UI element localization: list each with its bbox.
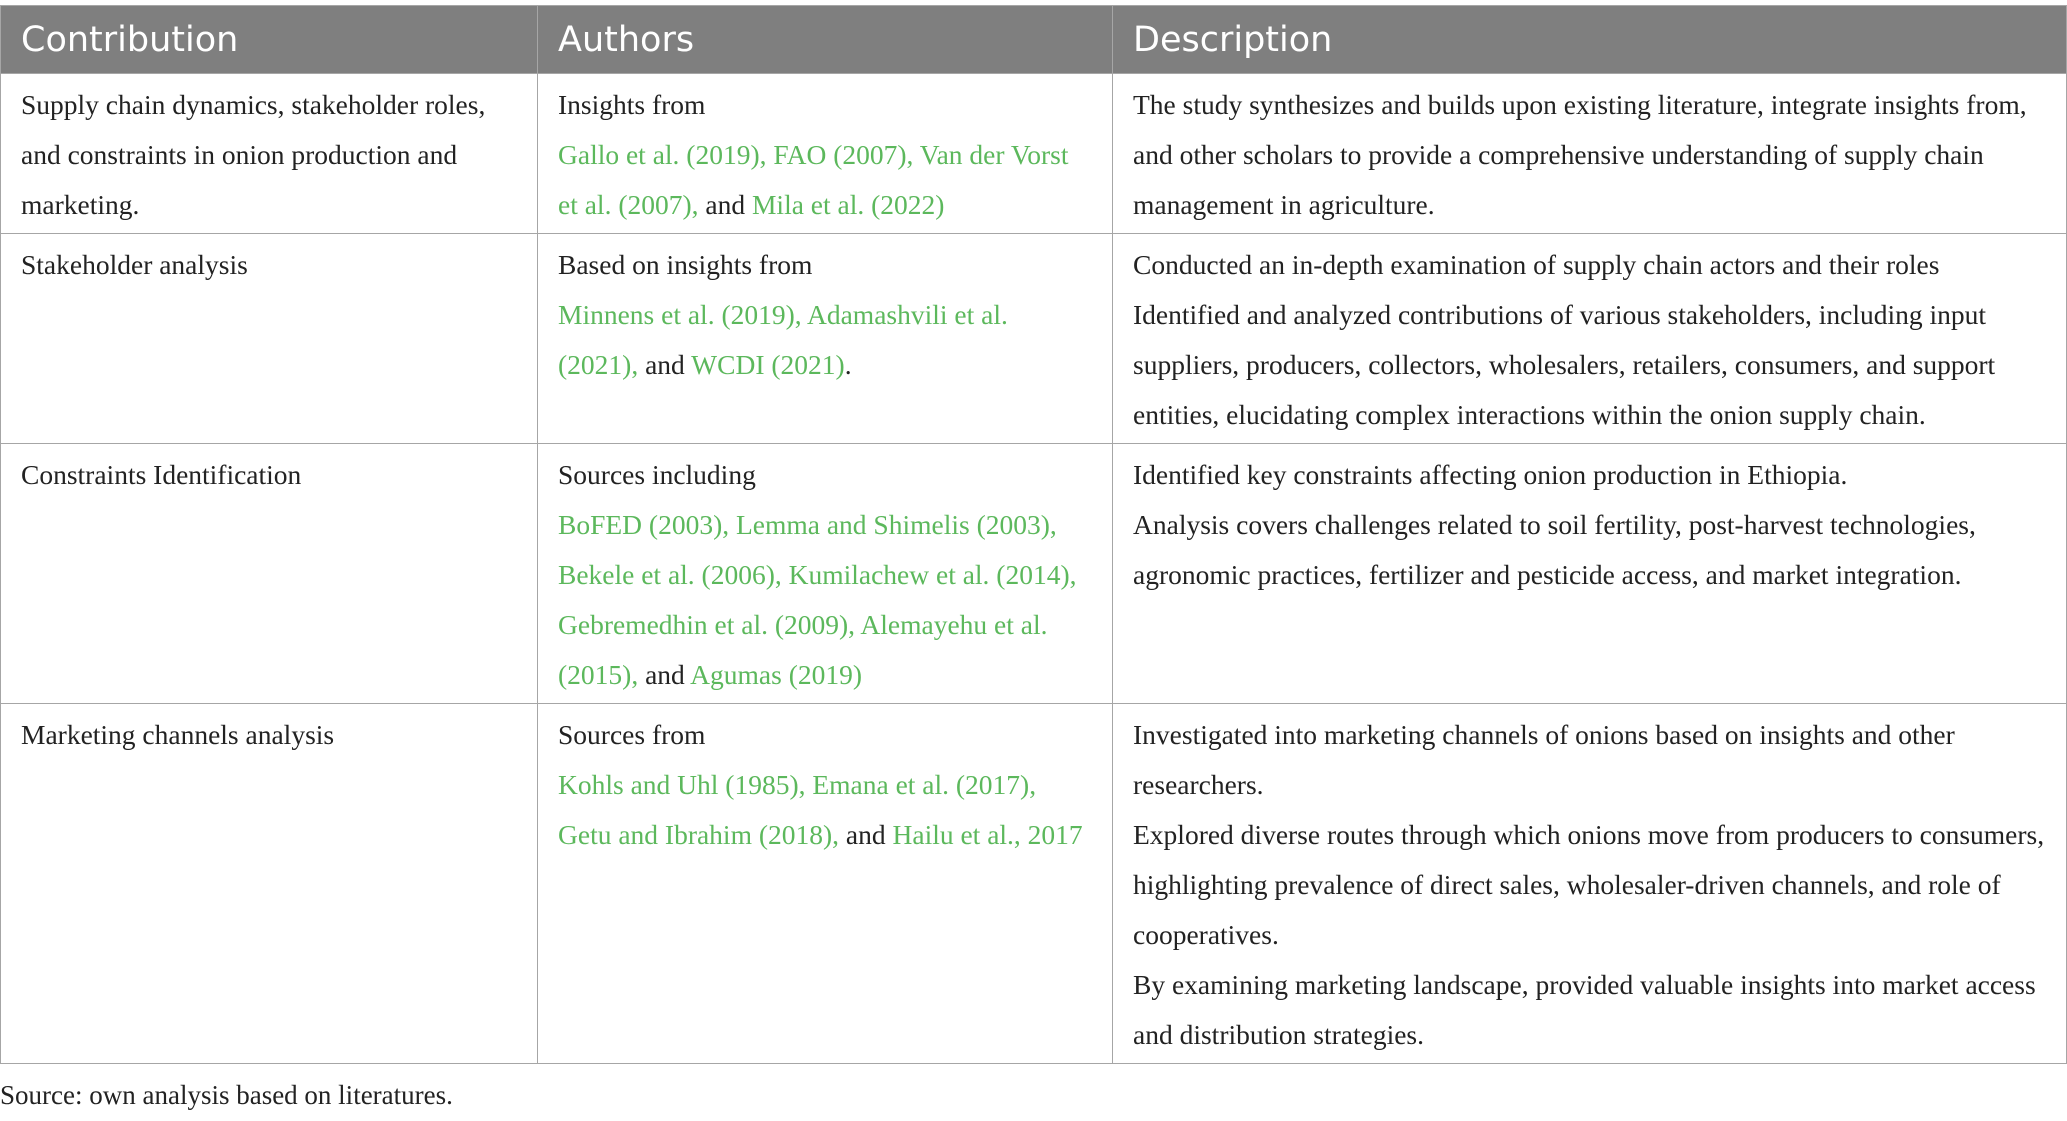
authors-ref[interactable]: Hailu et al., 2017 xyxy=(892,819,1083,850)
authors-ref[interactable]: Minnens et al. (2019), Adamashvili et al. (2021), xyxy=(558,299,1008,380)
authors-intro: Insights from xyxy=(558,89,706,120)
source-note: Source: own analysis based on literatures. xyxy=(0,1080,453,1110)
authors-conjunction: and xyxy=(839,819,893,850)
description-line: Identified and analyzed contributions of various stakeholders, including input suppliers, producers, collectors, wholesalers, retailers, consumers, and support entities, elucidating complex interactions within the onion supply chain. xyxy=(1133,299,1996,430)
authors-cell xyxy=(538,444,1113,704)
description-line: Explored diverse routes through which onions move from producers to consumers, highlighting prevalence of direct sales, wholesaler-driven channels, and role of cooperatives. xyxy=(1133,819,2045,950)
header-authors: Authors xyxy=(538,6,1113,74)
header-contribution: Contribution xyxy=(1,6,538,74)
authors-ref[interactable]: WCDI (2021) xyxy=(691,349,845,380)
table-row xyxy=(1,704,2067,1064)
authors-intro: Sources including xyxy=(558,459,756,490)
authors-ref[interactable]: Mila et al. (2022) xyxy=(751,189,945,220)
header-description: Description xyxy=(1113,6,2067,74)
contribution-cell: Stakeholder analysis xyxy=(1,234,538,444)
literature-table-container xyxy=(0,5,2066,1064)
authors-ref[interactable]: BoFED (2003), Lemma and Shimelis (2003), Bekele et al. (2006), Kumilachew et al. (2014), Gebremedhin et al. (2009), Alemayehu et al. (2015), xyxy=(558,509,1077,690)
description-line: Conducted an in-depth examination of supply chain actors and their roles xyxy=(1133,249,1940,280)
description-cell xyxy=(1113,234,2067,444)
authors-punctuation: . xyxy=(844,349,852,380)
description-cell xyxy=(1113,74,2067,234)
authors-intro: Sources from xyxy=(558,719,706,750)
authors-ref[interactable]: Kohls and Uhl (1985), Emana et al. (2017), Getu and Ibrahim (2018), xyxy=(558,769,1037,850)
description-line: Analysis covers challenges related to soil fertility, post-harvest technologies, agronomic practices, fertilizer and pesticide access, and market integration. xyxy=(1133,509,1976,590)
table-row xyxy=(1,444,2067,704)
description-cell xyxy=(1113,704,2067,1064)
literature-table xyxy=(0,5,2067,1064)
authors-conjunction: and xyxy=(698,189,752,220)
contribution-cell: Supply chain dynamics, stakeholder roles, and constraints in onion production and marketing. xyxy=(1,74,538,234)
authors-conjunction: and xyxy=(638,659,691,690)
authors-cell xyxy=(538,704,1113,1064)
description-line: By examining marketing landscape, provided valuable insights into market access and distribution strategies. xyxy=(1133,969,2036,1050)
authors-cell xyxy=(538,74,1113,234)
authors-ref[interactable]: Agumas (2019) xyxy=(690,659,863,690)
authors-ref[interactable]: Gallo et al. (2019), FAO (2007), Van der Vorst et al. (2007), xyxy=(558,139,1069,220)
contribution-cell: Marketing channels analysis xyxy=(1,704,538,1064)
authors-intro: Based on insights from xyxy=(558,249,813,280)
table-row xyxy=(1,234,2067,444)
description-line: Investigated into marketing channels of onions based on insights and other researchers. xyxy=(1133,719,1955,800)
table-row xyxy=(1,74,2067,234)
table-header-row xyxy=(1,6,2067,74)
contribution-cell: Constraints Identification xyxy=(1,444,538,704)
description-line: The study synthesizes and builds upon existing literature, integrate insights from, and other scholars to provide a comprehensive understanding of supply chain management in agriculture. xyxy=(1133,89,2027,220)
authors-conjunction: and xyxy=(638,349,692,380)
description-cell xyxy=(1113,444,2067,704)
authors-cell xyxy=(538,234,1113,444)
description-line: Identified key constraints affecting onion production in Ethiopia. xyxy=(1133,459,1848,490)
